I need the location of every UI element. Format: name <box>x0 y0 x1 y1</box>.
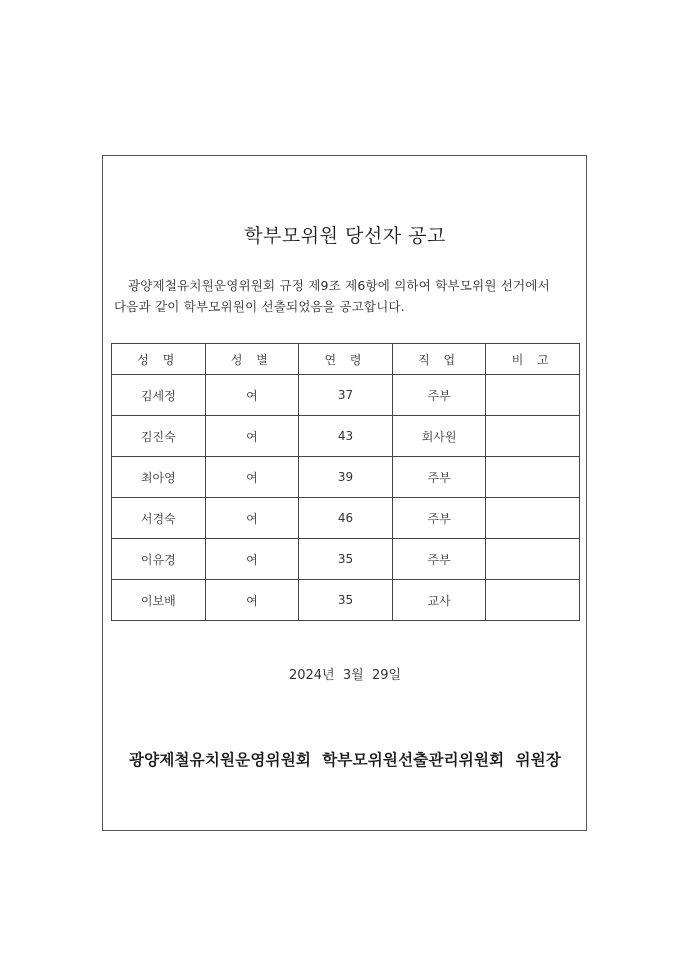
cell-age: 35 <box>299 539 393 580</box>
cell-note <box>486 498 580 539</box>
cell-name: 최아영 <box>112 457 206 498</box>
announcement-date: 2024년 3월 29일 <box>288 668 402 683</box>
cell-job: 주부 <box>392 539 486 580</box>
table-header-row <box>112 344 580 375</box>
header-age: 연 령 <box>299 344 393 375</box>
elected-members-table <box>111 343 580 621</box>
table-row <box>112 498 580 539</box>
intro-line-2: 다음과 같이 학부모위원이 선출되었음을 공고합니다. <box>114 299 405 314</box>
cell-name: 김진숙 <box>112 416 206 457</box>
header-job: 직 업 <box>392 344 486 375</box>
cell-gender: 여 <box>205 416 299 457</box>
header-name: 성 명 <box>112 344 206 375</box>
header-note: 비 고 <box>486 344 580 375</box>
signatory: 광양제철유치원운영위원회 학부모위원선출관리위원회 위원장 <box>128 751 562 769</box>
cell-gender: 여 <box>205 375 299 416</box>
cell-note <box>486 375 580 416</box>
cell-note <box>486 416 580 457</box>
cell-job: 교사 <box>392 580 486 621</box>
cell-name: 서경숙 <box>112 498 206 539</box>
cell-name: 이유경 <box>112 539 206 580</box>
cell-note <box>486 457 580 498</box>
table-row <box>112 457 580 498</box>
cell-name: 김세정 <box>112 375 206 416</box>
cell-note <box>486 539 580 580</box>
cell-note <box>486 580 580 621</box>
cell-gender: 여 <box>205 539 299 580</box>
cell-job: 주부 <box>392 457 486 498</box>
table-row <box>112 375 580 416</box>
header-gender: 성 별 <box>205 344 299 375</box>
document-title: 학부모위원 당선자 공고 <box>244 225 446 247</box>
cell-job: 회사원 <box>392 416 486 457</box>
cell-job: 주부 <box>392 375 486 416</box>
cell-age: 43 <box>299 416 393 457</box>
intro-paragraph <box>114 275 584 317</box>
intro-line-1: 광양제철유치원운영위원회 규정 제9조 제6항에 의하여 학부모위원 선거에서 <box>128 278 550 293</box>
cell-age: 37 <box>299 375 393 416</box>
cell-job: 주부 <box>392 498 486 539</box>
cell-name: 이보배 <box>112 580 206 621</box>
table-row <box>112 539 580 580</box>
cell-age: 35 <box>299 580 393 621</box>
cell-gender: 여 <box>205 580 299 621</box>
cell-gender: 여 <box>205 457 299 498</box>
table-row <box>112 416 580 457</box>
cell-age: 39 <box>299 457 393 498</box>
table-row <box>112 580 580 621</box>
cell-gender: 여 <box>205 498 299 539</box>
cell-age: 46 <box>299 498 393 539</box>
